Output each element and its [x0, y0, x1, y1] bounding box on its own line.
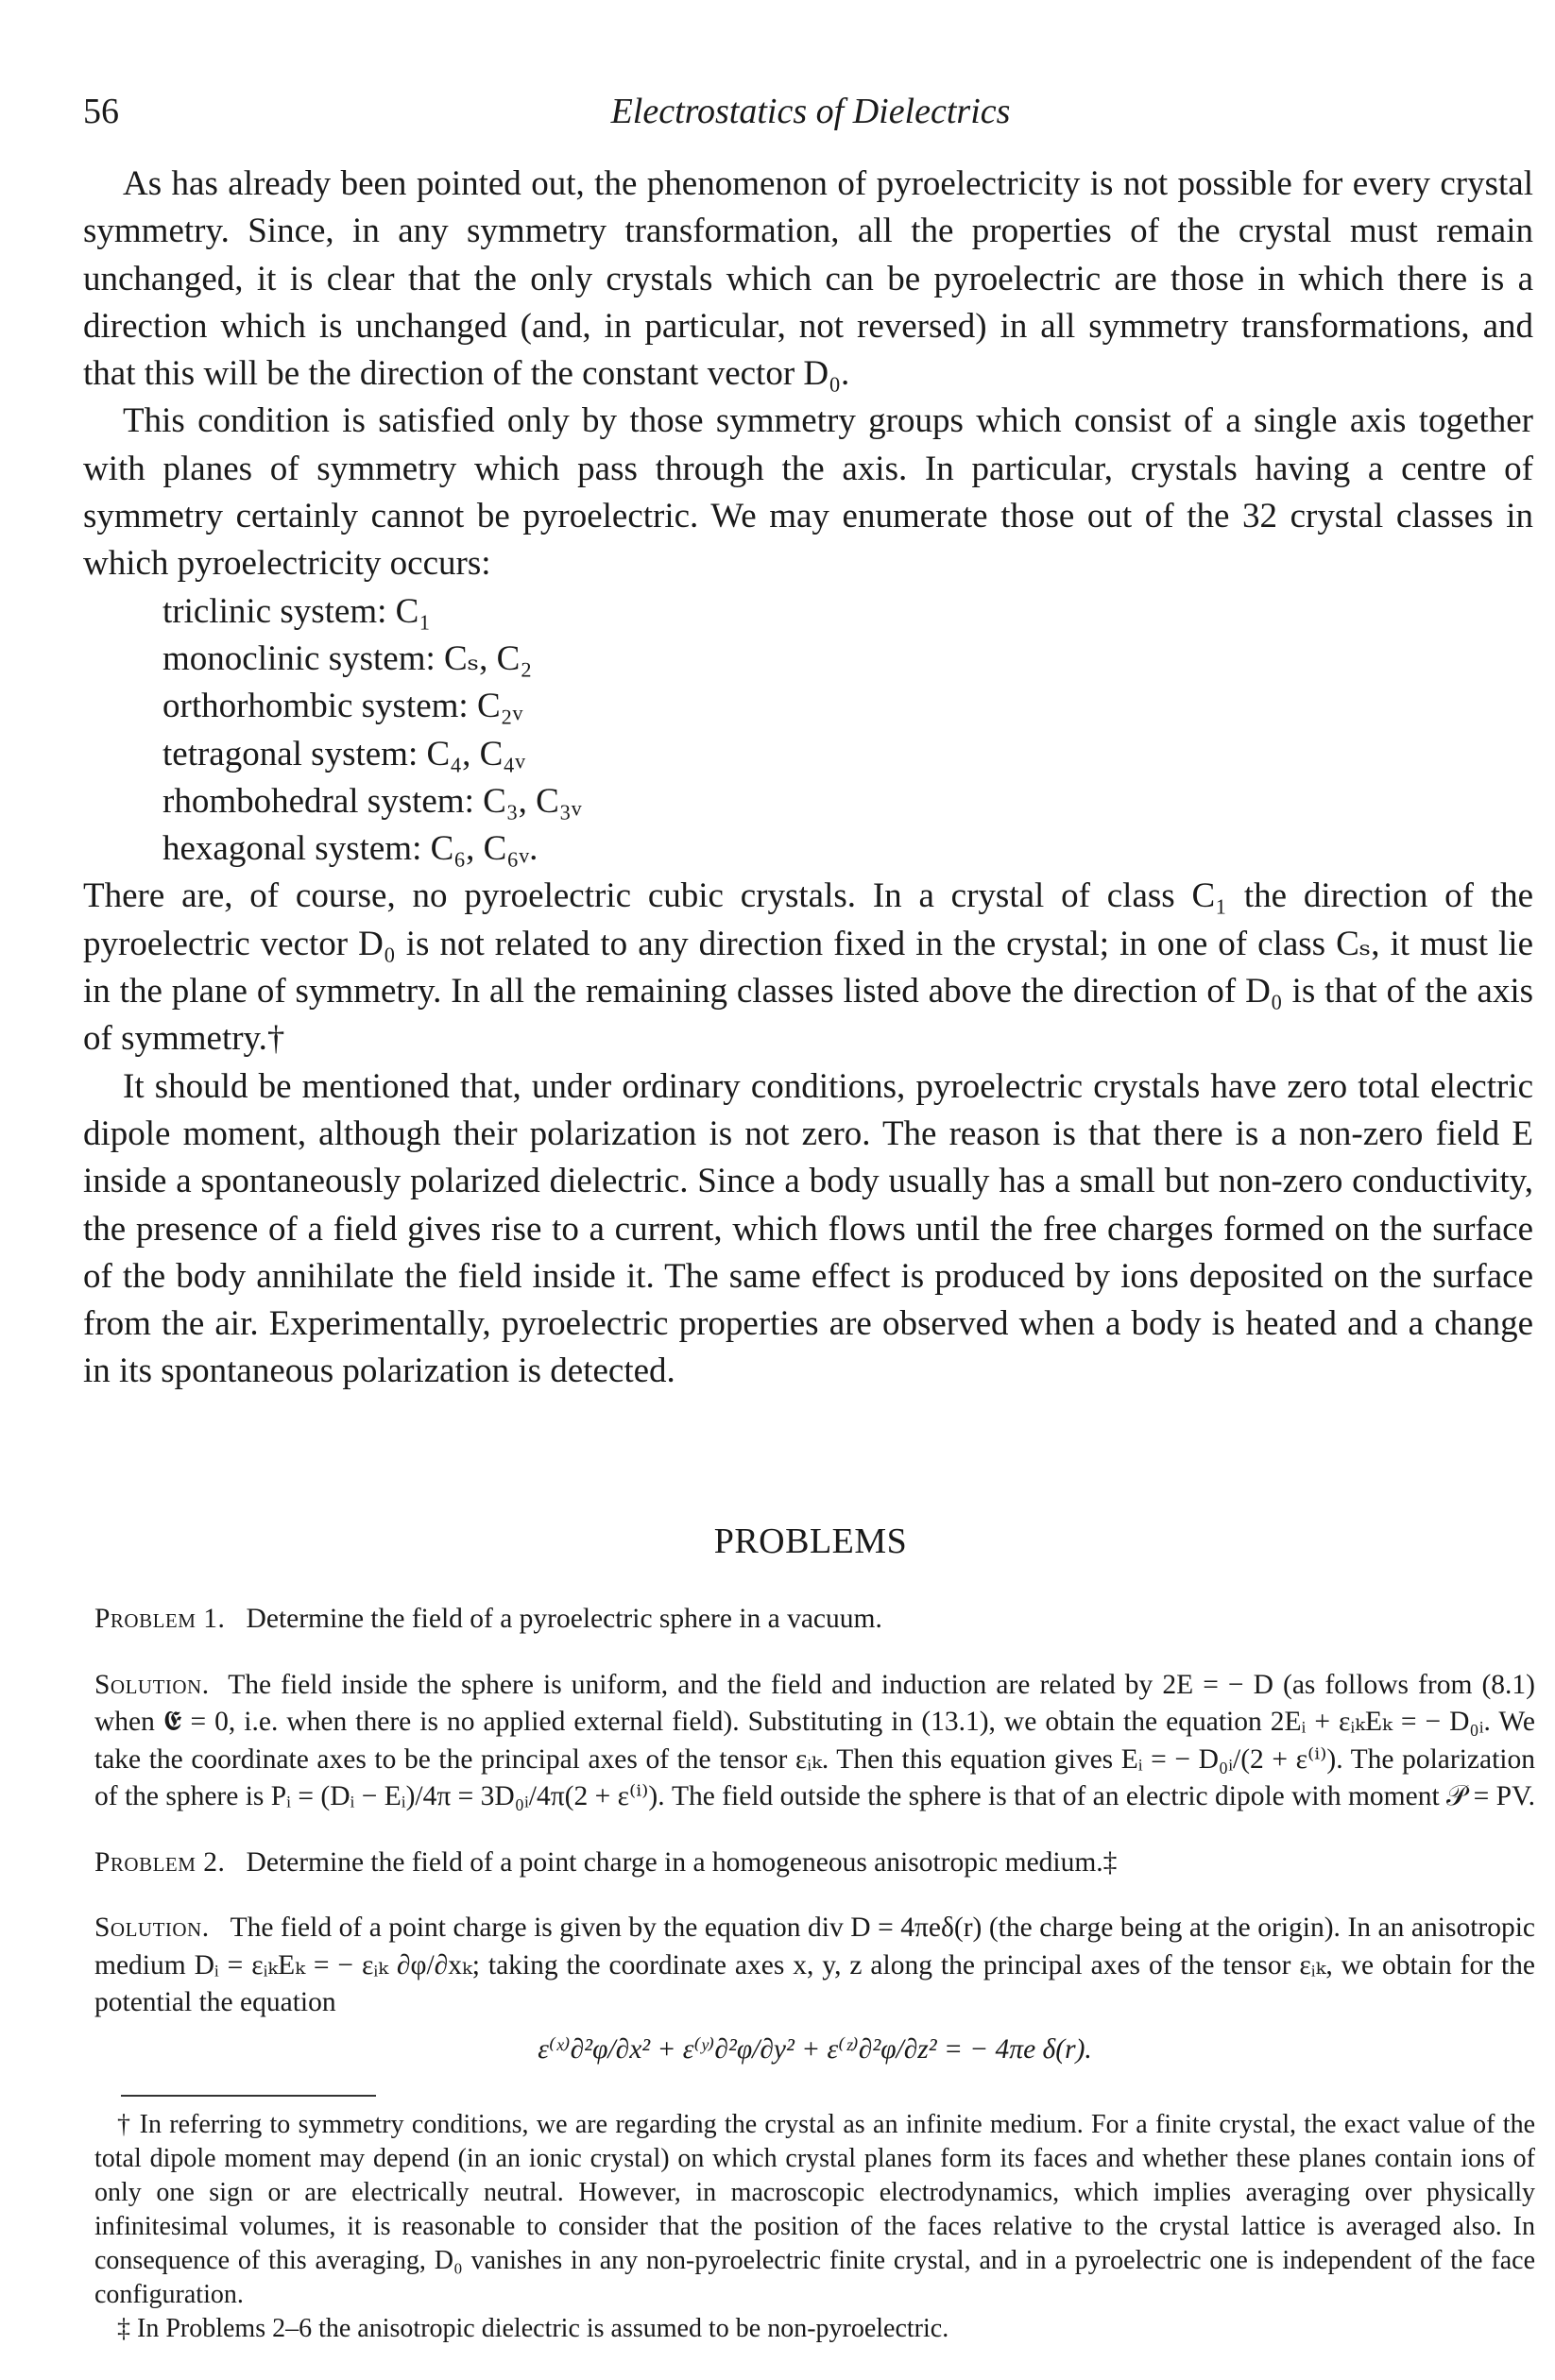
running-title: Electrostatics of Dielectrics: [610, 92, 1011, 131]
footnote-divider: [121, 2095, 376, 2097]
footnotes: [94, 2108, 1535, 2346]
problem-2: [94, 1844, 1535, 1882]
solution-1-label: Solution.: [94, 1669, 210, 1700]
crystal-class-monoclinic: monoclinic system: Cₛ, C₂: [162, 638, 533, 678]
crystal-class-tetragonal: tetragonal system: C₄, C₄ᵥ: [162, 734, 526, 774]
solution-2-label: Solution.: [94, 1912, 210, 1943]
problem-2-text: Determine the field of a point charge in a homogeneous anisotropic medium.‡: [246, 1846, 1118, 1878]
solution-1-text: The field inside the sphere is uniform, and the field and induction are related by 2E = − D (as follows from (8.1) when 𝕰 = 0, i.e. when there is no applied external field). Substituting in (13.1), we obtain the equation 2Eᵢ + εᵢₖEₖ = − D₀ᵢ. We take the coordinate axes to be the principal axes of the tensor εᵢₖ. Then this equation gives Eᵢ = − D₀ᵢ/(2 + ε⁽ⁱ⁾). The polarization of the sphere is Pᵢ = (Dᵢ − Eᵢ)/4π = 3D₀ᵢ/4π(2 + ε⁽ⁱ⁾). The field outside the sphere is that of an electric dipole with moment 𝒫 = PV.: [94, 1669, 1535, 1811]
footnote-double-dagger: ‡ In Problems 2–6 the anisotropic dielectric is assumed to be non-pyroelectric.: [117, 2314, 949, 2343]
problem-2-label: Problem 2.: [94, 1846, 226, 1878]
problems-section: [94, 1601, 1535, 2068]
page-header: [83, 91, 1538, 138]
paragraph-symmetry-groups: This condition is satisfied only by those symmetry groups which consist of a single axis together with planes of symmetry which pass through the axis. In particular, crystals having a centre of symmetry certainly cannot be pyroelectric. We may enumerate those out of the 32 crystal classes in which pyroelectricity occurs:: [83, 401, 1533, 584]
crystal-class-orthorhombic: orthorhombic system: C₂ᵥ: [162, 687, 523, 726]
crystal-class-hexagonal: hexagonal system: C₆, C₆ᵥ.: [162, 829, 538, 869]
paragraph-dipole-moment: It should be mentioned that, under ordinary conditions, pyroelectric crystals have zero total electric dipole moment, although their polarization is not zero. The reason is that there is a non-zero field E inside a spontaneously polarized dielectric. Since a body usually has a small but non-zero conductivity, the presence of a field gives rise to a current, which flows until the free charges formed on the surface of the body annihilate the field inside it. The same effect is produced by ions deposited on the surface from the air. Experimentally, pyroelectric properties are observed when a body is heated and a change in its spontaneous polarization is detected.: [83, 1066, 1533, 1391]
main-text: [83, 161, 1533, 1396]
paragraph-cubic: There are, of course, no pyroelectric cubic crystals. In a crystal of class C₁ the direction of the pyroelectric vector D₀ is not related to any direction fixed in the crystal; in one of class Cₛ, it must lie in the plane of symmetry. In all the remaining classes listed above the direction of D₀ is that of the axis of symmetry.†: [83, 876, 1533, 1059]
footnote-dagger: † In referring to symmetry conditions, we are regarding the crystal as an infinite medium. For a finite crystal, the exact value of the total dipole moment may depend (in an ionic crystal) on which crystal planes form its faces and whether these planes contain ions of only one sign or are electrically neutral. However, in macroscopic electrodynamics, which implies averaging over physically infinitesimal volumes, it is reasonable to consider that the position of the faces relative to the crystal lattice is averaged also. In consequence of this averaging, D₀ vanishes in any non-pyroelectric finite crystal, and in a pyroelectric one is independent of the face configuration.: [94, 2110, 1535, 2309]
crystal-class-rhombohedral: rhombohedral system: C₃, C₃ᵥ: [162, 781, 582, 821]
paragraph-symmetry: As has already been pointed out, the phenomenon of pyroelectricity is not possible for every crystal symmetry. Since, in any symmetry transformation, all the properties of the crystal must remain unchanged, it is clear that the only crystals which can be pyroelectric are those in which there is a direction which is unchanged (and, in particular, not reversed) in all symmetry transformations, and that this will be the direction of the constant vector D₀.: [83, 164, 1533, 394]
solution-2-text: The field of a point charge is given by the equation div D = 4πeδ(r) (the charge being at the origin). In an anisotropic medium Dᵢ = εᵢₖEₖ = − εᵢₖ ∂φ/∂xₖ; taking the coordinate axes x, y, z along the principal axes of the tensor εᵢₖ, we obtain for the potential the equation: [94, 1912, 1535, 2017]
page-number: 56: [83, 92, 119, 131]
potential-equation: ε⁽ˣ⁾∂²φ/∂x² + ε⁽ʸ⁾∂²φ/∂y² + ε⁽ᶻ⁾∂²φ/∂z² = − 4πe δ(r).: [538, 2033, 1092, 2065]
problem-1-label: Problem 1.: [94, 1604, 226, 1634]
problems-heading: PROBLEMS: [713, 1522, 908, 1561]
crystal-class-list: [83, 588, 1533, 874]
problem-1-text: Determine the field of a pyroelectric sphere in a vacuum.: [246, 1604, 882, 1634]
solution-1: [94, 1667, 1535, 1816]
problem-1: [94, 1601, 1535, 1639]
solution-2: [94, 1910, 1535, 2022]
crystal-class-triclinic: triclinic system: C₁: [162, 591, 432, 631]
